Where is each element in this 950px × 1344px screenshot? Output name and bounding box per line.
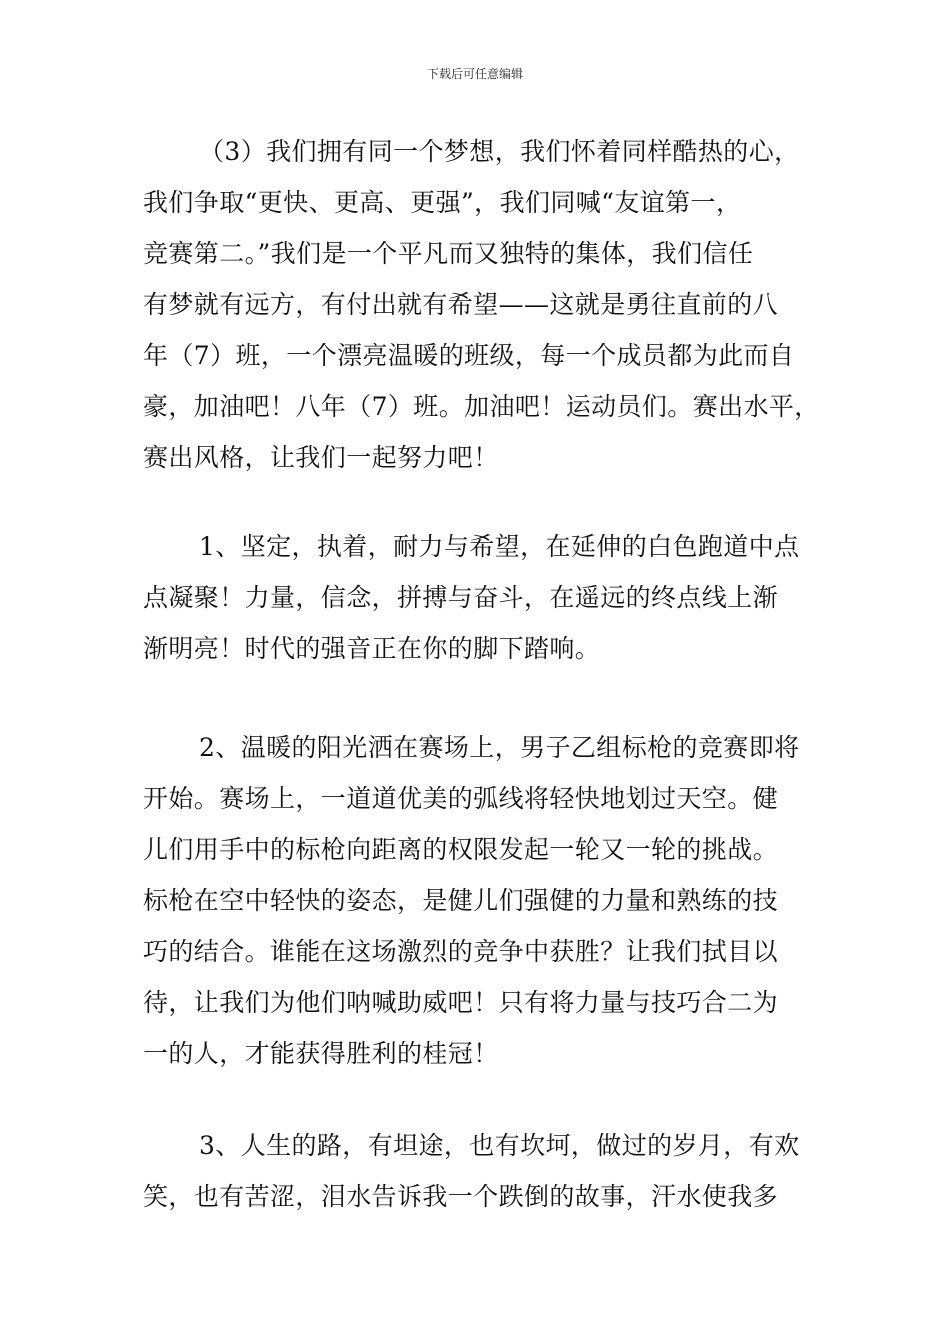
paragraph-line: 年（7）班，一个漂亮温暖的班级，每一个成员都为此而自: [143, 341, 795, 370]
paragraph-line: 2、温暖的阳光洒在赛场上，男子乙组标枪的竞赛即将: [199, 733, 800, 762]
paragraph-line: 豪，加油吧！八年（7）班。加油吧！运动员们。赛出水平，: [143, 392, 820, 421]
paragraph-item-3: [143, 1120, 823, 1222]
paragraph-line: 标枪在空中轻快的姿态，是健儿们强健的力量和熟练的技: [143, 886, 779, 915]
paragraph-line: 儿们用手中的标枪向距离的权限发起一轮又一轮的挑战。: [143, 835, 779, 864]
paragraph-line: （3）我们拥有同一个梦想，我们怀着同样酷热的心，: [199, 137, 800, 166]
paragraph-class-7-cheer: [143, 126, 823, 483]
paragraph-line: 1、坚定，执着，耐力与希望，在延伸的白色跑道中点: [199, 532, 800, 561]
paragraph-line: 开始。赛场上，一道道优美的弧线将轻快地划过天空。健: [143, 784, 779, 813]
paragraph-line: 巧的结合。谁能在这场激烈的竞争中获胜？让我们拭目以: [143, 937, 779, 966]
paragraph-line: 有梦就有远方，有付出就有希望——这就是勇往直前的八: [143, 290, 779, 319]
paragraph-line: 渐明亮！时代的强音正在你的脚下踏响。: [143, 634, 601, 663]
page-header: 下载后可任意编辑: [426, 67, 523, 81]
paragraph-line: 竞赛第二。”我们是一个平凡而又独特的集体，我们信任: [143, 239, 754, 268]
paragraph-line: 赛出风格，让我们一起努力吧！: [143, 443, 499, 472]
paragraph-line: 点凝聚！力量，信念，拼搏与奋斗，在遥远的终点线上渐: [143, 583, 779, 612]
paragraph-item-2: [143, 722, 823, 1079]
paragraph-line: 笑，也有苦涩，泪水告诉我一个跌倒的故事，汗水使我多: [143, 1182, 779, 1211]
paragraph-line: 3、人生的路，有坦途，也有坎坷，做过的岁月，有欢: [199, 1131, 800, 1160]
paragraph-line: 待，让我们为他们呐喊助威吧！只有将力量与技巧合二为: [143, 988, 779, 1017]
paragraph-line: 一的人，才能获得胜利的桂冠！: [143, 1039, 499, 1068]
paragraph-item-1: [143, 521, 823, 674]
paragraph-line: 我们争取“更快、更高、更强”，我们同喊“友谊第一，: [143, 188, 742, 217]
